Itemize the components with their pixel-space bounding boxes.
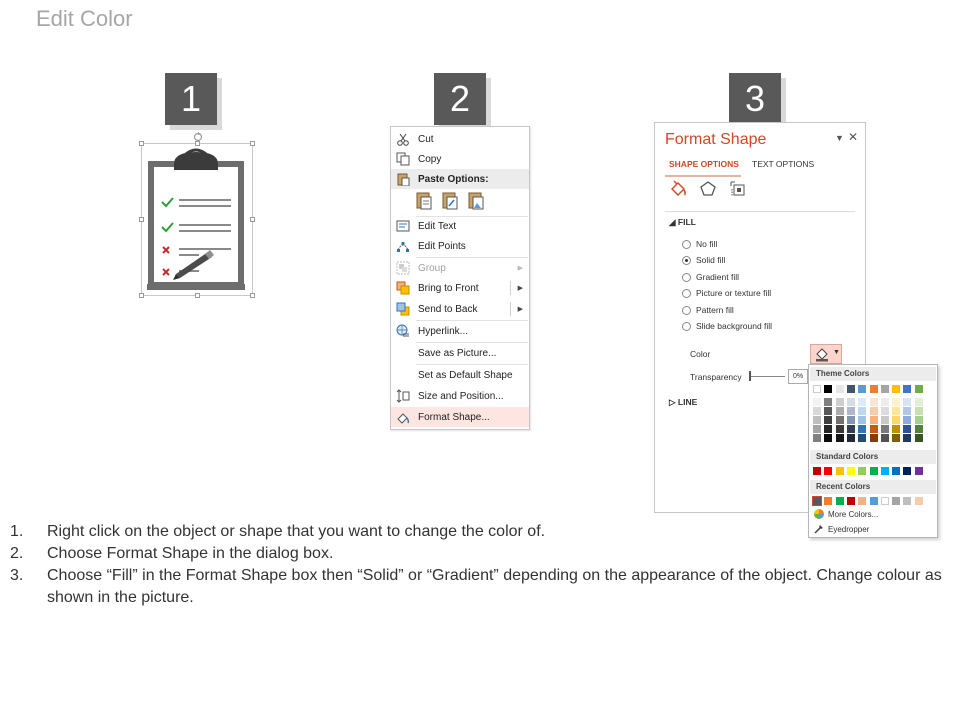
color-swatch[interactable] [903, 425, 911, 433]
menu-item-save-as-picture[interactable]: Save as Picture... [418, 347, 497, 359]
color-swatch[interactable] [915, 497, 923, 505]
paste-picture-icon[interactable] [467, 191, 485, 211]
format-shape-icon [395, 409, 411, 425]
color-swatch[interactable] [892, 407, 900, 415]
color-swatch[interactable] [847, 425, 855, 433]
eyedropper-button[interactable]: Eyedropper [814, 524, 869, 534]
menu-item-size-and-position[interactable]: Size and Position... [391, 386, 529, 406]
menu-item-bring-to-front[interactable]: Bring to Front ▶ [391, 278, 529, 298]
color-swatch[interactable] [903, 385, 911, 393]
color-swatch[interactable] [858, 385, 866, 393]
color-swatch[interactable] [881, 467, 889, 475]
scissors-icon [395, 131, 411, 147]
line-section-header[interactable]: ▷ LINE [669, 397, 698, 407]
instruction-item: 3. Choose “Fill” in the Format Shape box then “Solid” or “Gradient” depending on the appearance of the object. Change colour as shown in the picture. [10, 567, 942, 606]
color-swatch[interactable] [903, 416, 911, 424]
color-swatch[interactable] [836, 416, 844, 424]
color-swatch[interactable] [847, 416, 855, 424]
color-swatch[interactable] [915, 434, 923, 442]
standard-colors-header: Standard Colors [810, 450, 936, 464]
radio-gradient-fill[interactable]: Gradient fill [682, 272, 739, 282]
context-menu [390, 126, 530, 430]
color-swatch[interactable] [915, 416, 923, 424]
radio-pattern-fill[interactable]: Pattern fill [682, 305, 734, 315]
step-badge-3: 3 [729, 73, 781, 125]
color-swatch[interactable] [858, 425, 866, 433]
color-swatch[interactable] [892, 497, 900, 505]
menu-item-set-default-shape[interactable]: Set as Default Shape [418, 369, 513, 381]
fill-line-icon[interactable] [669, 180, 687, 198]
color-swatch[interactable] [836, 407, 844, 415]
color-swatch[interactable] [870, 407, 878, 415]
paste-options-row [415, 191, 485, 213]
color-label: Color [690, 349, 711, 359]
menu-item-cut[interactable]: Cut [391, 129, 529, 149]
submenu-arrow-icon[interactable]: ▶ [517, 285, 523, 292]
color-swatch[interactable] [881, 416, 889, 424]
hyperlink-icon [395, 323, 411, 339]
menu-item-send-to-back[interactable]: Send to Back ▶ [391, 299, 529, 319]
color-swatch[interactable] [858, 398, 866, 406]
color-swatch[interactable] [870, 398, 878, 406]
menu-item-edit-text[interactable]: Edit Text [391, 216, 529, 236]
color-swatch[interactable] [836, 467, 844, 475]
color-swatch[interactable] [847, 467, 855, 475]
menu-item-group[interactable]: Group ▶ [391, 258, 529, 278]
paste-icon [395, 171, 411, 187]
color-swatch[interactable] [813, 497, 821, 505]
transparency-label: Transparency [690, 372, 742, 382]
color-swatch[interactable] [858, 434, 866, 442]
color-swatch[interactable] [824, 467, 832, 475]
radio-solid-fill[interactable]: Solid fill [682, 255, 725, 265]
color-swatch[interactable] [858, 467, 866, 475]
theme-colors-header: Theme Colors [810, 367, 936, 381]
step-badge-2: 2 [434, 73, 486, 125]
size-position-icon [395, 388, 411, 404]
color-swatch[interactable] [903, 497, 911, 505]
radio-slide-background-fill[interactable]: Slide background fill [682, 321, 772, 331]
color-swatch[interactable] [858, 497, 866, 505]
color-swatch[interactable] [836, 398, 844, 406]
color-swatch[interactable] [915, 398, 923, 406]
color-swatch[interactable] [892, 425, 900, 433]
bring-front-icon [395, 280, 411, 296]
tab-shape-options[interactable]: SHAPE OPTIONS [669, 159, 739, 169]
color-wheel-icon [814, 509, 824, 519]
color-swatch[interactable] [892, 398, 900, 406]
color-swatch[interactable] [824, 398, 832, 406]
menu-item-hyperlink[interactable]: Hyperlink... [391, 321, 529, 341]
color-swatch[interactable] [824, 497, 832, 505]
color-swatch[interactable] [813, 425, 821, 433]
color-swatch[interactable] [892, 416, 900, 424]
transparency-input[interactable]: 0% [788, 369, 808, 384]
send-back-icon [395, 301, 411, 317]
radio-no-fill[interactable]: No fill [682, 239, 717, 249]
step-badge-1: 1 [165, 73, 217, 125]
color-swatch[interactable] [813, 385, 821, 393]
instructions-list [10, 521, 945, 609]
color-swatch[interactable] [847, 398, 855, 406]
instruction-item: 2. Choose Format Shape in the dialog box. [10, 545, 334, 562]
color-swatch[interactable] [870, 434, 878, 442]
chevron-down-icon: ▼ [833, 349, 840, 356]
pane-options-dropdown-icon[interactable]: ▼ [835, 133, 844, 143]
color-swatch[interactable] [870, 497, 878, 505]
color-swatch[interactable] [881, 425, 889, 433]
color-swatch[interactable] [903, 407, 911, 415]
color-swatch[interactable] [813, 407, 821, 415]
color-swatch[interactable] [892, 434, 900, 442]
color-swatch[interactable] [813, 434, 821, 442]
color-swatch[interactable] [847, 497, 855, 505]
color-swatch[interactable] [870, 416, 878, 424]
color-swatch[interactable] [915, 425, 923, 433]
color-swatch[interactable] [858, 416, 866, 424]
color-swatch[interactable] [813, 416, 821, 424]
close-icon[interactable]: ✕ [848, 130, 859, 144]
color-swatch[interactable] [836, 385, 844, 393]
color-swatch[interactable] [824, 407, 832, 415]
color-swatch[interactable] [836, 434, 844, 442]
color-swatch[interactable] [847, 407, 855, 415]
paint-bucket-icon [814, 346, 830, 362]
transparency-slider-thumb[interactable] [749, 371, 751, 381]
fill-section-header[interactable]: ◢ FILL [669, 217, 696, 227]
submenu-arrow-icon: ▶ [517, 265, 523, 272]
instruction-item: 1. Right click on the object or shape that you want to change the color of. [10, 523, 546, 540]
radio-picture-texture-fill[interactable]: Picture or texture fill [682, 288, 771, 298]
color-swatch[interactable] [881, 398, 889, 406]
menu-item-format-shape[interactable]: Format Shape... [391, 407, 529, 427]
selected-shape[interactable] [141, 143, 253, 296]
edit-points-icon [395, 238, 411, 254]
color-swatch[interactable] [870, 385, 878, 393]
pane-title: Format Shape [665, 131, 767, 148]
edit-text-icon [395, 218, 411, 234]
color-swatch[interactable] [824, 416, 832, 424]
color-swatch[interactable] [881, 434, 889, 442]
color-swatch[interactable] [903, 434, 911, 442]
color-swatch[interactable] [881, 497, 889, 505]
color-swatch[interactable] [870, 425, 878, 433]
transparency-slider[interactable] [751, 376, 785, 377]
color-swatch[interactable] [847, 434, 855, 442]
color-swatch[interactable] [915, 467, 923, 475]
color-swatch[interactable] [824, 434, 832, 442]
color-swatch[interactable] [836, 497, 844, 505]
menu-header-paste-options: Paste Options: [391, 169, 529, 189]
color-swatch[interactable] [881, 407, 889, 415]
color-swatch[interactable] [870, 467, 878, 475]
color-swatch[interactable] [915, 385, 923, 393]
recent-colors-header: Recent Colors [810, 480, 936, 494]
color-picker-button[interactable] [810, 344, 842, 364]
paste-keep-formatting-icon[interactable] [415, 191, 433, 211]
effects-pentagon-icon[interactable] [699, 180, 717, 198]
color-swatch[interactable] [915, 407, 923, 415]
color-palette-dropdown [808, 364, 938, 538]
size-properties-icon[interactable] [729, 180, 747, 198]
color-swatch[interactable] [858, 407, 866, 415]
menu-item-copy[interactable]: Copy [391, 149, 529, 169]
color-swatch[interactable] [847, 385, 855, 393]
color-swatch[interactable] [892, 467, 900, 475]
color-swatch[interactable] [813, 398, 821, 406]
color-swatch[interactable] [903, 398, 911, 406]
page-title: Edit Color [36, 6, 133, 31]
color-swatch[interactable] [824, 425, 832, 433]
clipboard-checklist-icon [142, 144, 254, 297]
group-icon [395, 260, 411, 276]
color-swatch[interactable] [881, 385, 889, 393]
color-swatch[interactable] [892, 385, 900, 393]
tab-text-options[interactable]: TEXT OPTIONS [752, 159, 815, 169]
color-swatch[interactable] [813, 467, 821, 475]
submenu-arrow-icon[interactable]: ▶ [517, 306, 523, 313]
color-swatch[interactable] [824, 385, 832, 393]
rotate-handle-icon[interactable] [193, 131, 203, 143]
more-colors-button[interactable]: More Colors... [814, 509, 878, 519]
copy-icon [395, 151, 411, 167]
paste-merge-icon[interactable] [441, 191, 459, 211]
menu-item-edit-points[interactable]: Edit Points [391, 236, 529, 256]
color-swatch[interactable] [903, 467, 911, 475]
color-swatch[interactable] [836, 425, 844, 433]
